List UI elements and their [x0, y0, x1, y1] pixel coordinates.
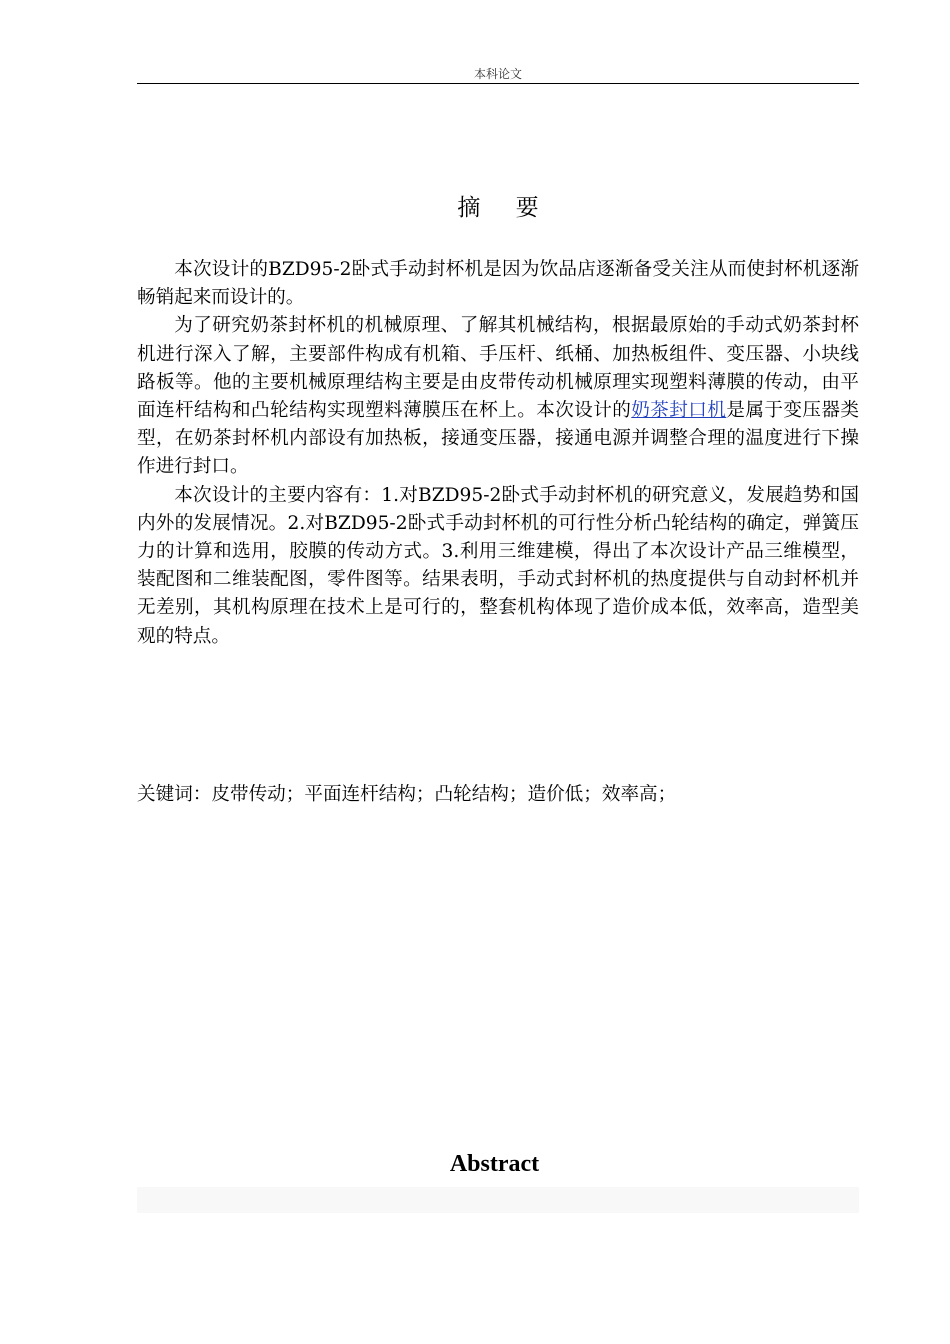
- abstract-cn-heading: 摘 要: [457, 195, 553, 221]
- abstract-paragraph-2: [137, 312, 859, 481]
- abstract-en-heading: Abstract: [449, 1151, 540, 1177]
- paragraph-2-text-after-link: 是属于变压器类型，在奶茶封杯机内部设有加热板，接通变压器，接通电源并调整合理的温度进行下操作进行封口。: [137, 400, 859, 478]
- abstract-en-text-box: [137, 1187, 859, 1213]
- milk-tea-sealer-link[interactable]: 奶茶封口机: [631, 400, 727, 422]
- abstract-paragraph-1: 本次设计的BZD95-2卧式手动封杯机是因为饮品店逐渐备受关注从而使封杯机逐渐畅销起来而设计的。: [137, 259, 859, 309]
- running-header: 本科论文: [473, 67, 522, 81]
- paragraph-2-text-before-link: 为了研究奶茶封杯机的机械原理、了解其机械结构，根据最原始的手动式奶茶封杯机进行深入了解，主要部件构成有机箱、手压杆、纸桶、加热板组件、变压器、小块线路板等。他的主要机械原理结构主要是由皮带传动机械原理实现塑料薄膜的传动，由平面连杆结构和凸轮结构实现塑料薄膜压在杯上。本次设计的: [137, 315, 859, 422]
- abstract-paragraph-3: 本次设计的主要内容有：1.对BZD95-2卧式手动封杯机的研究意义，发展趋势和国内外的发展情况。2.对BZD95-2卧式手动封杯机的可行性分析凸轮结构的确定，弹簧压力的计算和选用，胶膜的传动方式。3.利用三维建模，得出了本次设计产品三维模型，装配图和二维装配图，零件图等。结果表明，手动式封杯机的热度提供与自动封杯机并无差别，其机构原理在技术上是可行的，整套机构体现了造价成本低，效率高，造型美观的特点。: [137, 484, 859, 647]
- header-rule: [137, 83, 859, 84]
- abstract-cn-body: [137, 256, 859, 651]
- keywords-line: 关键词：皮带传动；平面连杆结构；凸轮结构；造价低；效率高；: [137, 784, 677, 805]
